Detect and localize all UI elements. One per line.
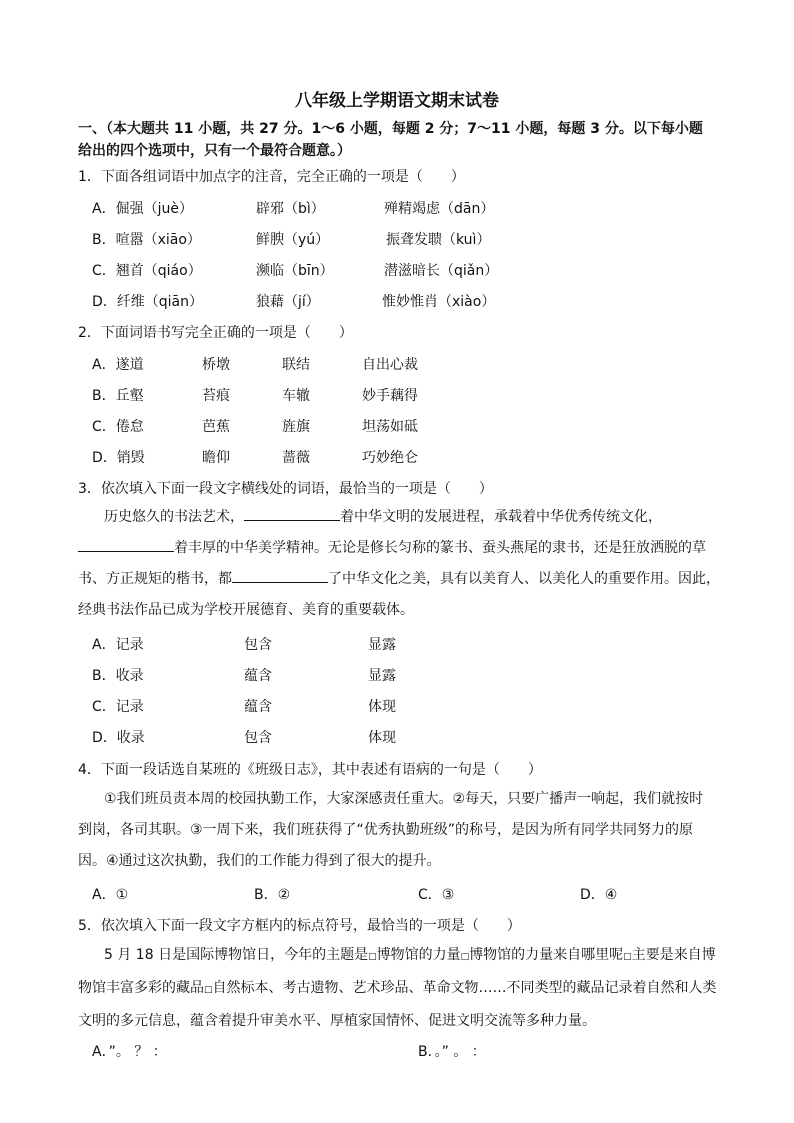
q2-c-2: 芭蕉 xyxy=(202,419,230,435)
q5-box-1: □ xyxy=(368,952,377,962)
q2-a-3: 联结 xyxy=(282,357,310,373)
q2-b-3: 车辙 xyxy=(282,388,310,404)
q4-option-b: B．② xyxy=(254,887,291,903)
q5-text-3: 文明的多元信息，蕴含着提升审美水平、厚植家国情怀、促进文明交流等多种力量。 xyxy=(78,1013,596,1029)
q3-blank-3[interactable] xyxy=(232,568,328,583)
q5-text-1a: 5 月 18 日是国际博物馆日，今年的主题是 xyxy=(104,947,369,963)
q2-b-4: 妙手藕得 xyxy=(362,388,418,404)
q2-d-3: 蔷薇 xyxy=(282,450,310,466)
q4-option-c: C．③ xyxy=(418,887,455,903)
q5-text-2a: 物馆丰富多彩的藏品 xyxy=(78,980,204,996)
q1-c-3: 潜滋暗长（qiǎn） xyxy=(384,263,499,279)
q5-text-1d: 主要是来自博 xyxy=(631,947,716,963)
q3-blank-1[interactable] xyxy=(244,506,340,521)
q2-c-1: C．倦怠 xyxy=(92,419,144,435)
q3-a-2: 包含 xyxy=(244,637,272,653)
question-4-stem: 4．下面一段话选自某班的《班级日志》，其中表述有语病的一句是（ ） xyxy=(78,762,542,778)
q4-text-1: ①我们班员责本周的校园执勤工作，大家深感责任重大。②每天，只要广播声一响起，我们就按时 xyxy=(104,791,704,807)
q2-a-2: 桥墩 xyxy=(202,357,230,373)
q1-a-2: 辟邪（bì） xyxy=(256,201,325,217)
q3-b-3: 显露 xyxy=(368,668,396,684)
q3-c-1: C．记录 xyxy=(92,699,144,715)
q3-text-4: 经典书法作品已成为学校开展德育、美育的重要载体。 xyxy=(78,602,414,618)
q3-text-2a: 着丰厚的中华美学精神。无论是修长匀称的篆书、蚕头燕尾的隶书，还是狂放洒脱的草 xyxy=(174,540,706,556)
q1-a-3: 殚精竭虑（dān） xyxy=(384,201,495,217)
q1-a-1: A．倔强（juè） xyxy=(92,201,193,217)
q5-option-b: B．。” 。 ： xyxy=(418,1044,486,1060)
page-title: 八年级上学期语文期末试卷 xyxy=(295,91,499,111)
section-header-line2: 给出的四个选项中，只有一个最符合题意。） xyxy=(78,143,351,159)
q5-text-1b: 博物馆的力量 xyxy=(376,947,461,963)
q3-a-1: A．记录 xyxy=(92,637,144,653)
q3-blank-2[interactable] xyxy=(78,537,174,552)
q3-d-2: 包含 xyxy=(244,730,272,746)
q3-c-2: 蕴含 xyxy=(244,699,272,715)
q1-d-1: D．纤维（qiān） xyxy=(92,294,204,310)
q2-a-1: A．遂道 xyxy=(92,357,144,373)
q2-c-3: 旌旗 xyxy=(282,419,310,435)
q3-a-3: 显露 xyxy=(368,637,396,653)
q5-box-2: □ xyxy=(460,952,470,962)
q4-option-a: A．① xyxy=(92,887,129,903)
q4-option-d: D．④ xyxy=(580,887,618,903)
section-header xyxy=(78,118,758,162)
q1-d-2: 狼藉（jí） xyxy=(256,294,320,310)
q3-b-1: B．收录 xyxy=(92,668,144,684)
q5-box-4: □ xyxy=(204,985,213,995)
q3-d-3: 体现 xyxy=(368,730,396,746)
question-2-stem: 2．下面词语书写完全正确的一项是（ ） xyxy=(78,325,353,341)
q3-text-3a: 书、方正规矩的楷书，都 xyxy=(78,571,232,587)
q4-passage xyxy=(78,784,758,877)
q2-d-4: 巧妙绝仑 xyxy=(362,450,418,466)
q5-option-a: A．”。 ？ ： xyxy=(92,1044,167,1060)
q3-b-2: 蕴含 xyxy=(244,668,272,684)
q3-text-1a: 历史悠久的书法艺术， xyxy=(104,509,244,525)
q1-b-3: 振聋发聩（kuì） xyxy=(386,232,491,248)
q3-d-1: D．收录 xyxy=(92,730,145,746)
q2-b-1: B．丘壑 xyxy=(92,388,144,404)
q5-box-3: □ xyxy=(623,952,632,962)
q2-c-4: 坦荡如砥 xyxy=(362,419,418,435)
section-header-line1: 一、（本大题共 11 小题，共 27 分。1～6 小题，每题 2 分；7～11 小题，每题 3 分。以下每小题 xyxy=(78,121,703,137)
q1-c-1: C．翘首（qiáo） xyxy=(92,263,202,279)
q3-c-3: 体现 xyxy=(368,699,396,715)
q1-b-2: 鲜腴（yú） xyxy=(256,232,330,248)
q2-d-2: 瞻仰 xyxy=(202,450,230,466)
q5-text-1c: 博物馆的力量来自哪里呢 xyxy=(469,947,624,963)
q3-text-3b: 了中华文化之美，具有以美育人、以美化人的重要作用。因此， xyxy=(328,571,720,587)
q4-text-3: 因。④通过这次执勤，我们的工作能力得到了很大的提升。 xyxy=(78,853,441,869)
q1-c-2: 濒临（bīn） xyxy=(256,263,334,279)
q3-text-1b: 着中华文明的发展进程，承载着中华优秀传统文化， xyxy=(340,509,662,525)
q3-passage xyxy=(78,502,758,626)
question-5-stem: 5．依次填入下面一段文字方框内的标点符号，最恰当的一项是（ ） xyxy=(78,918,521,934)
question-3-stem: 3．依次填入下面一段文字横线处的词语，最恰当的一项是（ ） xyxy=(78,481,493,497)
q1-d-3: 惟妙惟肖（xiào） xyxy=(382,294,496,310)
question-1-stem: 1．下面各组词语中加点字的注音，完全正确的一项是（ ） xyxy=(78,169,465,185)
q1-b-1: B．喧嚣（xiāo） xyxy=(92,232,201,248)
q5-passage xyxy=(78,940,758,1037)
q2-a-4: 自出心裁 xyxy=(362,357,418,373)
q2-d-1: D．销毁 xyxy=(92,450,145,466)
q5-text-2b: 自然标本、考古遗物、艺术珍品、革命文物……不同类型的藏品记录着自然和人类 xyxy=(212,980,717,996)
q4-text-2: 到岗，各司其职。③一周下来，我们班获得了“优秀执勤班级”的称号，是因为所有同学共同努力的原 xyxy=(78,822,694,838)
q2-b-2: 苔痕 xyxy=(202,388,230,404)
